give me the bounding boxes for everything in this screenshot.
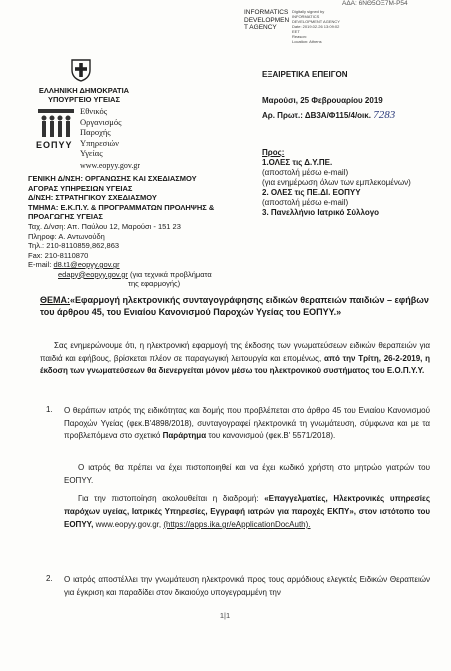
sig-line: Digitally signed by <box>292 9 325 14</box>
eopyy-word: Παροχής <box>80 127 111 137</box>
sig-line: Reason: <box>292 34 307 39</box>
contact-block <box>28 222 243 289</box>
website: www.eopyy.gov.gr <box>80 161 140 170</box>
subject-text: «Εφαρμογή ηλεκτρονικής συνταγογράφησης ειδικών θεραπειών παιδιών – εφήβων του άρθρου 45, του Ενιαίου Κανονισμού Παροχών Υγείας του ΕΟΠΥΥ.» <box>40 295 429 317</box>
subject <box>40 294 430 318</box>
department-line: ΓΕΝΙΚΗ Δ/ΝΣΗ: ΟΡΓΑΝΩΣΗΣ ΚΑΙ ΣΧΕΔΙΑΣΜΟΥ <box>28 174 197 183</box>
department-block <box>28 174 243 222</box>
eopyy-fullname <box>80 106 121 159</box>
sig-line: Location: Athens <box>292 39 322 44</box>
sig-line: EET <box>292 29 300 34</box>
recipients-block <box>262 148 442 218</box>
eopyy-word: Υγείας <box>80 148 103 158</box>
item-bold: Παράρτημα <box>162 431 207 440</box>
recipient-line: (αποστολή μέσω e-mail) <box>262 198 349 207</box>
intro-text: Σας ενημερώνουμε ότι, η ηλεκτρονική εφαρμογή της έκδοσης των γνωματεύσεων ειδικών θεραπειών για παιδιά και εφήβους, βρίσκεται πλέον σε παραγωγική λειτουργία και επομένως, <box>40 341 430 363</box>
email-link[interactable]: edapy@eopyy.gov.gr <box>58 269 128 279</box>
eopyy-word: Εθνικός <box>80 106 108 116</box>
item-link[interactable]: (https://apps.ika.gr/eApplicationDocAuth). <box>163 520 311 529</box>
recipient-line: 3. Πανελλήνιο Ιατρικό Σύλλογο <box>262 208 380 217</box>
email-row <box>28 260 243 270</box>
email-label: E-mail: <box>28 260 52 269</box>
ada-code: ΑΔΑ: 6ΝΘ5ΟΞ7Μ-Ρ54 <box>342 0 408 7</box>
eopyy-word: Οργανισμός <box>80 116 122 127</box>
recipient-line: (για ενημέρωση όλων των εμπλεκομένων) <box>262 178 411 187</box>
email-note: της εφαρμογής) <box>128 279 181 288</box>
item-bold: «Επαγγελματίες, Ηλεκτρονικές υπηρεσίες παρόχων υγείας, Ιατρικές Υπηρεσίες, Εγγραφή ιατρών για παροχές ΕΚΠΥ», στον ιστότοπο του ΕΟΠΥΥ, <box>64 494 430 529</box>
email-link[interactable]: d8.t1@eopyy.gov.gr <box>53 260 120 269</box>
intro-paragraph <box>40 340 430 378</box>
email-note: (για τεχνικά προβλήματα <box>129 269 212 279</box>
sig-line: DEVELOPMENT AGENCY <box>292 19 340 24</box>
contact-person: Πληροφ: Α. Αντωνούδη <box>28 231 105 241</box>
recipients-title: Προς: <box>262 148 285 157</box>
phone: Τηλ.: 210-8110859,862,863 <box>28 241 120 250</box>
urgency-label: ΕΞΑΙΡΕΤΙΚΑ ΕΠΕΙΓΟΝ <box>262 70 348 79</box>
item-number: 1. <box>46 405 53 414</box>
fax: Fax: 210-8110870 <box>28 250 89 260</box>
org-line: DEVELOPMEN <box>244 16 290 24</box>
item-2: Ο ιατρός αποστέλλει την γνωμάτευση ηλεκτρονικά προς τους αρμόδιους ελεγκτές Ειδικών Θεραπειών για έγκριση και παραδίδει στον δικαιούχο υπογεγραμμένη την <box>64 575 430 597</box>
recipient-line: 1.ΟΛΕΣ τις Δ.Υ.ΠΕ. <box>262 158 333 167</box>
item-text: www.eopyy.gov.gr, <box>93 520 162 529</box>
item-1 <box>64 405 430 443</box>
item-number: 2. <box>46 574 53 583</box>
ministry-title: ΥΠΟΥΡΓΕΙΟ ΥΓΕΙΑΣ <box>48 95 120 104</box>
sig-line: INFORMATICS <box>292 14 320 19</box>
page-number: 1|1 <box>219 611 231 620</box>
department-line: ΑΓΟΡΑΣ ΥΠΗΡΕΣΙΩΝ ΥΓΕΙΑΣ <box>28 183 133 193</box>
org-line: INFORMATICS <box>244 9 289 16</box>
org-line: T AGENCY <box>244 24 277 31</box>
department-line: ΤΜΗΜΑ: Ε.Κ.Π.Υ. & ΠΡΟΓΡΑΜΜΑΤΩΝ ΠΡΟΛΗΨΗΣ & <box>28 202 215 212</box>
recipient-line: 2. ΟΛΕΣ τις ΠΕ.ΔΙ. ΕΟΠΥΥ <box>262 188 361 197</box>
eopyy-logo-text: ΕΟΠΥΥ <box>36 140 73 150</box>
eopyy-word: Υπηρεσιών <box>80 137 119 148</box>
eopyy-logo-icon <box>37 107 75 139</box>
item-text: Για την πιστοποίηση ακολουθείται η διαδρομή: <box>78 494 265 503</box>
date-line: Μαρούσι, 25 Φεβρουαρίου 2019 <box>262 96 383 105</box>
department-line: Δ/ΝΣΗ: ΣΤΡΑΤΗΓΙΚΟΥ ΣΧΕΔΙΑΣΜΟΥ <box>28 193 157 202</box>
signature-details <box>292 9 352 44</box>
item-1-paragraph-3 <box>64 492 430 531</box>
department-line: ΠΡΟΑΓΩΓΗΣ ΥΓΕΙΑΣ <box>28 212 103 221</box>
signature-org <box>244 9 292 32</box>
protocol-handwritten: 7283 <box>373 109 396 121</box>
item-text: Ο θεράπων ιατρός της ειδικότητας και δομής που προβλέπεται στο άρθρο 45 του Ενιαίου Κανονισμού Παροχών Υγείας (φεκ.Β'4898/2018), συνταγογραφεί ηλεκτρονικά τη γνωμάτευση, σύμφωνα και με τα προβλεπόμενα στο σχετικό <box>64 406 430 440</box>
address: Ταχ. Δ/νση: Απ. Παύλου 12, Μαρούσι - 151 23 <box>28 222 181 231</box>
republic-title: ΕΛΛΗΝΙΚΗ ΔΗΜΟΚΡΑΤΙΑ <box>38 86 130 95</box>
recipient-line: (αποστολή μέσω e-mail) <box>262 168 349 177</box>
protocol-label: Αρ. Πρωτ.: ΔΒ3Α/Φ115/4/οικ. <box>262 111 371 120</box>
email-row <box>28 270 243 280</box>
item-text: του κανονισμού (φεκ.Β' 5571/2018). <box>206 431 336 440</box>
item-1-paragraph-2: Ο ιατρός θα πρέπει να έχει πιστοποιηθεί και να έχει κωδικό χρήστη στο μητρώο γιατρών του ΕΟΠΥΥ. <box>64 463 430 485</box>
greek-emblem-icon <box>70 58 92 82</box>
sig-line: Date: 2019.02.26 13:09:02 <box>292 24 340 29</box>
subject-label: ΘΕΜΑ: <box>40 295 70 305</box>
intro-bold: από την Τρίτη, 26-2-2019, η έκδοση των γνωματεύσεων θα διενεργείται μόνον μέσω του ηλεκτρονικού συστήματος του Ε.Ο.Π.Υ.Υ. <box>40 353 430 375</box>
protocol-number <box>262 110 395 121</box>
